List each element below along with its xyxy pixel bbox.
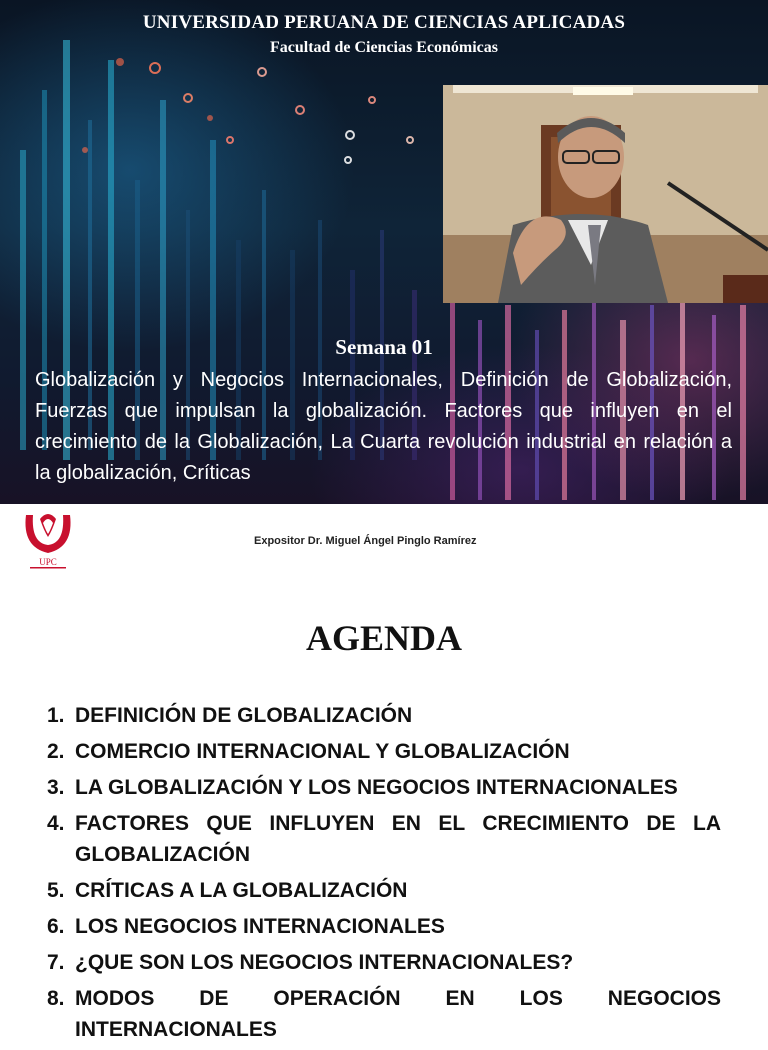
agenda-item-text: ¿QUE SON LOS NEGOCIOS INTERNACIONALES? (75, 951, 574, 974)
upc-logo (18, 507, 78, 573)
agenda-item-number: 2. (47, 740, 65, 763)
presenter-name: Expositor Dr. Miguel Ángel Pinglo Ramírez (254, 535, 477, 547)
agenda-item-number: 4. (47, 812, 65, 835)
agenda-item (47, 875, 721, 906)
agenda-item-number: 6. (47, 915, 65, 938)
week-label: Semana 01 (335, 335, 433, 359)
agenda-item (47, 983, 721, 1045)
agenda-item-number: 7. (47, 951, 65, 974)
faculty-name: Facultad de Ciencias Económicas (270, 39, 498, 56)
agenda-item-text: LOS NEGOCIOS INTERNACIONALES (75, 915, 445, 938)
presenter-photo (443, 85, 768, 303)
agenda-item-number: 5. (47, 879, 65, 902)
logo-text: UPC (39, 557, 57, 567)
agenda-item-text: COMERCIO INTERNACIONAL Y GLOBALIZACIÓN (75, 740, 570, 763)
agenda-item (47, 911, 721, 942)
agenda-item (47, 700, 721, 731)
agenda-item-text: FACTORES QUE INFLUYEN EN EL CRECIMIENTO DE LA GLOBALIZACIÓN (75, 812, 721, 866)
university-name: UNIVERSIDAD PERUANA DE CIENCIAS APLICADAS (142, 12, 626, 33)
slide-description: Globalización y Negocios Internacionales, Definición de Globalización, Fuerzas que impulsan la globalización. Factores que influyen en el crecimiento de la Globalización, La Cuarta revolución industrial en relación a la globalización, Críticas (35, 369, 732, 484)
agenda-item-text: MODOS DE OPERACIÓN EN LOS NEGOCIOS INTERNACIONALES (75, 987, 721, 1041)
title-slide (0, 0, 768, 504)
agenda-item (47, 808, 721, 870)
agenda-item-number: 3. (47, 776, 65, 799)
agenda-item-number: 8. (47, 987, 65, 1010)
agenda-list (47, 700, 721, 1050)
agenda-item-text: CRÍTICAS A LA GLOBALIZACIÓN (75, 879, 408, 902)
agenda-item-text: DEFINICIÓN DE GLOBALIZACIÓN (75, 704, 413, 727)
agenda-item (47, 947, 721, 978)
agenda-item (47, 736, 721, 767)
agenda-item-text: LA GLOBALIZACIÓN Y LOS NEGOCIOS INTERNACIONALES (75, 776, 678, 799)
agenda-item (47, 772, 721, 803)
agenda-title: AGENDA (305, 618, 462, 658)
agenda-item-number: 1. (47, 704, 65, 727)
